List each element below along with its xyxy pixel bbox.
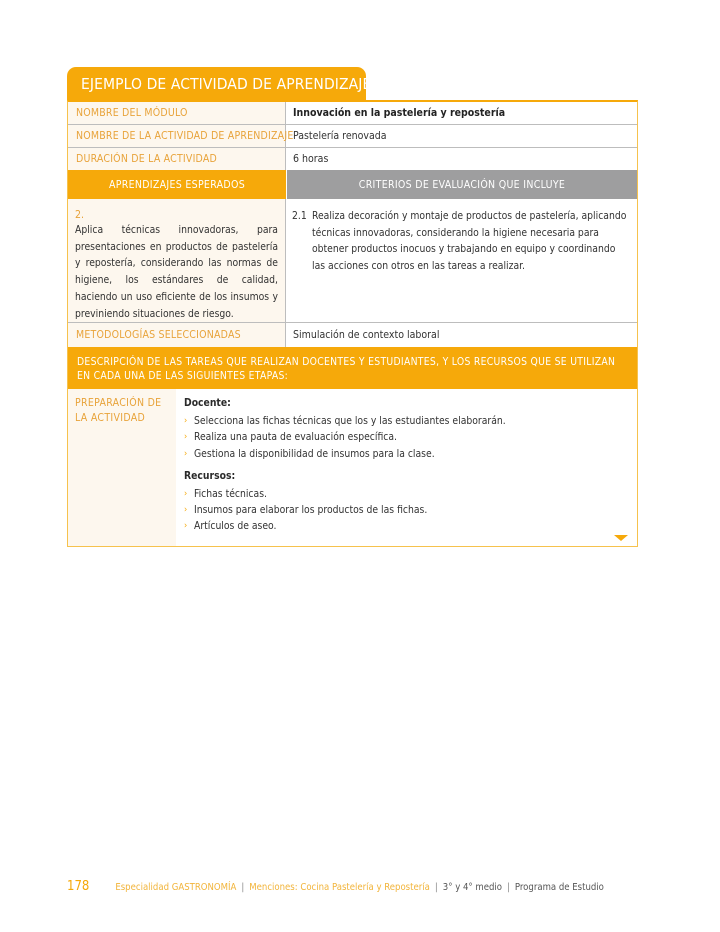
criterion-number: 2.1 xyxy=(292,210,307,222)
info-row-activity xyxy=(68,125,637,148)
methodology-row xyxy=(68,323,637,347)
resources-list xyxy=(184,486,629,535)
page-number: 178 xyxy=(67,879,90,894)
list-item xyxy=(184,429,629,445)
list-item xyxy=(184,502,629,518)
resource-text: Insumos para elaborar los productos de las fichas. xyxy=(194,504,428,517)
teacher-task-text: Realiza una pauta de evaluación específica. xyxy=(194,431,398,444)
resources-title: Recursos: xyxy=(184,469,236,482)
page-footer xyxy=(67,879,604,894)
methodology-value: Simulación de contexto laboral xyxy=(293,329,440,341)
criteria-header: CRITERIOS DE EVALUACIÓN QUE INCLUYE xyxy=(287,170,637,199)
teacher-title: Docente: xyxy=(184,397,231,409)
stage-label: PREPARACIÓN DE LA ACTIVIDAD xyxy=(68,389,176,546)
list-item xyxy=(184,518,629,534)
bullet-chevron-icon: › xyxy=(184,505,188,516)
teacher-task-text: Selecciona las fichas técnicas que los y las estudiantes elaborarán. xyxy=(194,415,506,427)
duration-value: 6 horas xyxy=(293,153,329,165)
footer-program: Programa de Estudio xyxy=(514,882,604,893)
stage-preparation-row xyxy=(68,389,637,546)
footer-mention: Menciones: Cocina Pastelería y Repostería xyxy=(249,882,430,893)
footer-separator: | xyxy=(434,882,438,893)
learning-outcome-number: 2. xyxy=(75,209,85,221)
bullet-chevron-icon: › xyxy=(184,432,188,443)
learning-outcome-cell xyxy=(68,199,286,322)
table-header-row xyxy=(68,170,637,199)
footer-separator: | xyxy=(241,882,245,893)
module-name-value: Innovación en la pastelería y repostería xyxy=(293,107,506,119)
continue-arrow-icon xyxy=(614,535,628,541)
list-item xyxy=(184,446,629,462)
learning-outcomes-header: APRENDIZAJES ESPERADOS xyxy=(68,170,287,199)
description-banner: DESCRIPCIÓN DE LAS TAREAS QUE REALIZAN DOCENTES Y ESTUDIANTES, Y LOS RECURSOS QUE SE UTILIZAN EN CADA UNA DE LAS SIGUIENTES ETAPAS: xyxy=(68,347,637,389)
info-row-module xyxy=(68,102,637,125)
teacher-task-list xyxy=(184,413,629,462)
list-item xyxy=(184,486,629,502)
methodology-label: METODOLOGÍAS SELECCIONADAS xyxy=(68,323,286,347)
resource-text: Fichas técnicas. xyxy=(194,487,267,500)
stage-body xyxy=(176,389,637,546)
activity-name-value: Pastelería renovada xyxy=(293,130,387,142)
info-row-duration xyxy=(68,148,637,170)
teacher-task-text: Gestiona la disponibilidad de insumos para la clase. xyxy=(194,447,435,460)
duration-label: DURACIÓN DE LA ACTIVIDAD xyxy=(68,148,286,170)
criterion-text: Realiza decoración y montaje de productos de pastelería, aplicando técnicas innovadoras, considerando la higiene necesaria para obtener productos inocuos y trabajando en equipo y coordinando las acciones con otros en las tareas a realizar. xyxy=(312,210,627,272)
bullet-chevron-icon: › xyxy=(184,416,188,426)
activity-sheet xyxy=(67,100,638,547)
learning-outcome-text: Aplica técnicas innovadoras, para presentaciones en productos de pastelería y repostería, considerando las normas de higiene, los estándares de calidad, haciendo un uso eficiente de los insumos y previniendo situaciones de riesgo. xyxy=(75,224,278,320)
module-name-label: NOMBRE DEL MÓDULO xyxy=(68,102,286,124)
footer-specialty: Especialidad GASTRONOMÍA xyxy=(115,882,237,893)
bullet-chevron-icon: › xyxy=(184,521,188,532)
bullet-chevron-icon: › xyxy=(184,448,188,459)
list-item xyxy=(184,413,629,429)
footer-separator: | xyxy=(507,882,510,893)
footer-grade: 3° y 4° medio xyxy=(442,882,502,893)
page-title: EJEMPLO DE ACTIVIDAD DE APRENDIZAJE xyxy=(67,67,366,101)
resource-text: Artículos de aseo. xyxy=(194,520,277,533)
activity-name-label: NOMBRE DE LA ACTIVIDAD DE APRENDIZAJE xyxy=(68,125,286,147)
criterion-cell xyxy=(286,199,637,322)
bullet-chevron-icon: › xyxy=(184,488,188,499)
outcome-criteria-row xyxy=(68,199,637,323)
